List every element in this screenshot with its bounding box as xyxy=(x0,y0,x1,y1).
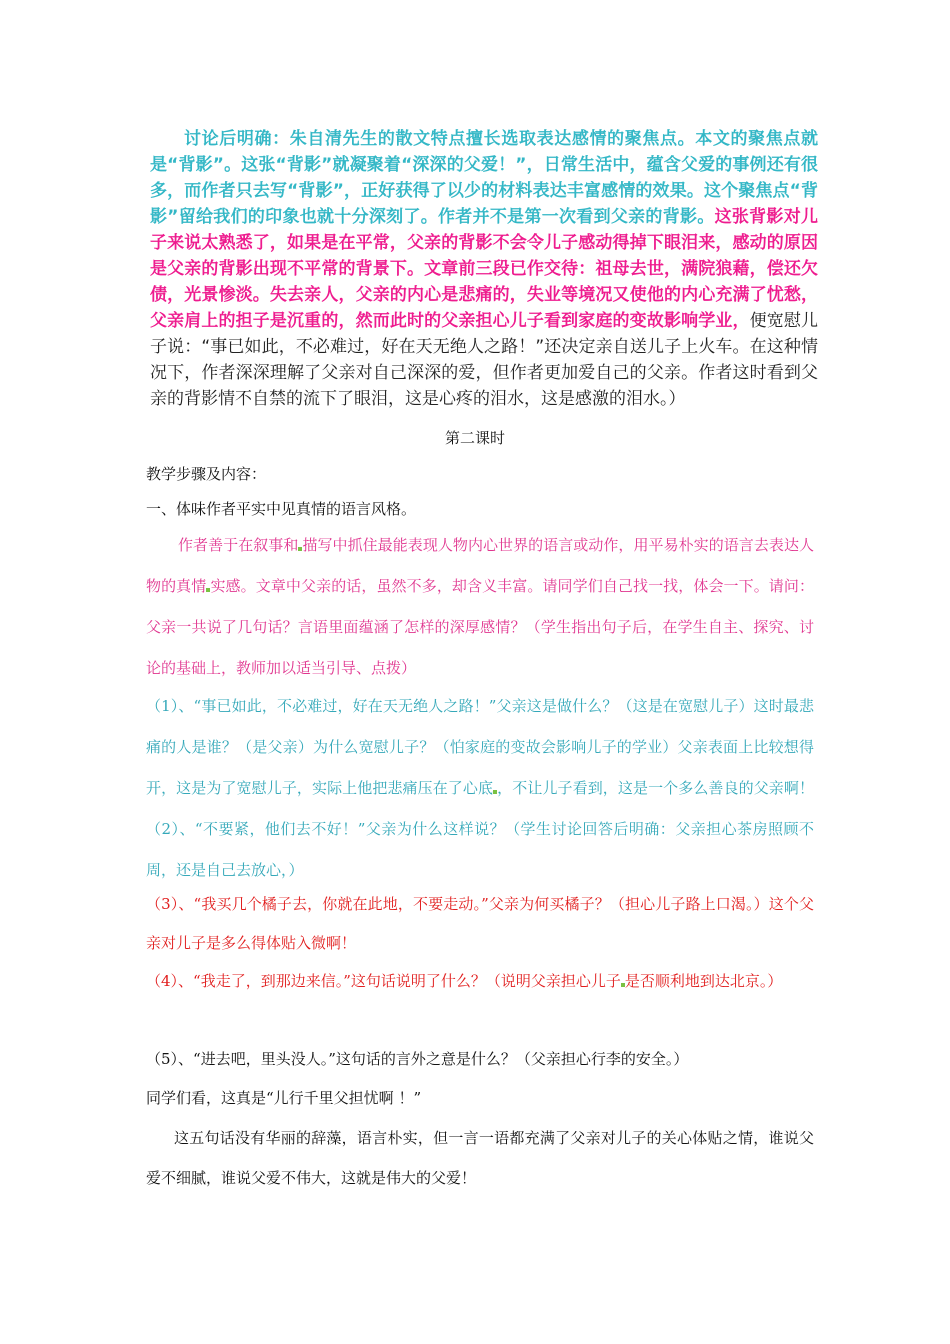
cyan-text-part: （1）、“事已如此，不必难过，好在天无绝人之路！”父亲这是做什么？（这是在宽慰儿子）这时最悲痛的人是谁？（是父亲）为什么宽慰儿子？（怕家庭的变故会影响儿子的学业）父亲表面上比较想得开，这是为了宽慰儿子，实际上他把悲痛压在了心底 xyxy=(146,697,814,797)
cyan-text-part: ，不让儿子看到，这是一个多么善良的父亲啊！ （2）、“不要紧，他们去不好！”父亲为什么这样说？（学生讨论回答后明确：父亲担心茶房照顾不周，还是自己去放心，） xyxy=(146,779,814,879)
lesson-title: 第二课时 xyxy=(444,429,505,447)
quote-analysis-paragraph-3: （3）、“我买几个橘子去，你就在此地，不要走动。”父亲为何买橘子？（担心儿子路上口渴。）这个父亲对儿子是多么得体贴入微啊！ xyxy=(146,895,814,952)
steps-label: 教学步骤及内容： xyxy=(146,465,267,483)
red-text-part: 是否顺利地到达北京。） xyxy=(624,972,783,990)
intro-black-text: 便宽慰儿子说：“事已如此，不必难过，好在天无绝人之路！”还决定亲自送儿子上火车。在这种情况下，作者深深理解了父亲对自己深深的爱，但作者更加爱自己的父亲。作者这时看到父亲的背影情不自禁的流下了眼泪，这是心疼的泪水，这是感激的泪水。） xyxy=(150,311,819,409)
intro-magenta-text: 这张背影对儿子来说太熟悉了，如果是在平常，父亲的背影不会令儿子感动得掉下眼泪来，感动的原因是父亲的背影出现不平常的背景下。文章前三段已作交待：祖母去世，满院狼藉，偿还欠债，光景惨淡。失去亲人，父亲的内心是悲痛的，失业等境况又使他的内心充满了忧愁，父亲肩上的担子是沉重的，然而此时的父亲担心儿子看到家庭的变故影响学业， xyxy=(150,207,819,331)
quote-analysis-paragraph-5: （5）、“进去吧，里头没人。”这句话的言外之意是什么？（父亲担心行李的安全。） xyxy=(146,1050,689,1068)
section-heading: 一、体味作者平实中见真情的语言风格。 xyxy=(146,500,417,518)
intro-cyan-text: 讨论后明确：朱自清先生的散文特点擅长选取表达感情的聚焦点。本文的聚焦点就是“背影”。这张“背影”就凝聚着“深深的父爱！”，日常生活中，蕴含父爱的事例还有很多，而作者只去写“背影”，正好获得了以少的材料表达丰富感情的效果。这个聚焦点“背影”留给我们的印象也就十分深刻了。作者并不是第一次看到父亲的背影。 xyxy=(150,129,818,227)
magenta-text-part: 描写中抓住最能表现人物内心世界的语言或动作，用平易朴实的语言去表达人物的真情 xyxy=(146,536,814,595)
magenta-text-part: 实感。文章中父亲的话，虽然不多，却含义丰富。请同学们自己找一找，体会一下。请问：父亲一共说了几句话？言语里面蕴涵了怎样的深厚感情？（学生指出句子后，在学生自主、探究、讨论的基础上，教师加以适当引导、点拨） xyxy=(146,577,814,677)
magenta-text-part: 作者善于在叙事和 xyxy=(178,536,299,554)
summary-line: 同学们看，这真是“儿行千里父担忧啊 ！” xyxy=(146,1089,422,1107)
closing-paragraph: 这五句话没有华丽的辞藻，语言朴实，但一言一语都充满了父亲对儿子的关心体贴之情，谁说父爱不细腻，谁说父爱不伟大，这就是伟大的父爱！ xyxy=(146,1129,814,1187)
discussion-conclusion-paragraph xyxy=(150,126,818,412)
language-style-paragraph xyxy=(146,525,814,689)
red-text-part: （4）、“我走了，到那边来信。”这句话说明了什么？（说明父亲担心儿子 xyxy=(146,972,621,990)
quote-analysis-paragraph-1-2 xyxy=(146,686,814,891)
quote-analysis-paragraph-4 xyxy=(146,962,814,1001)
